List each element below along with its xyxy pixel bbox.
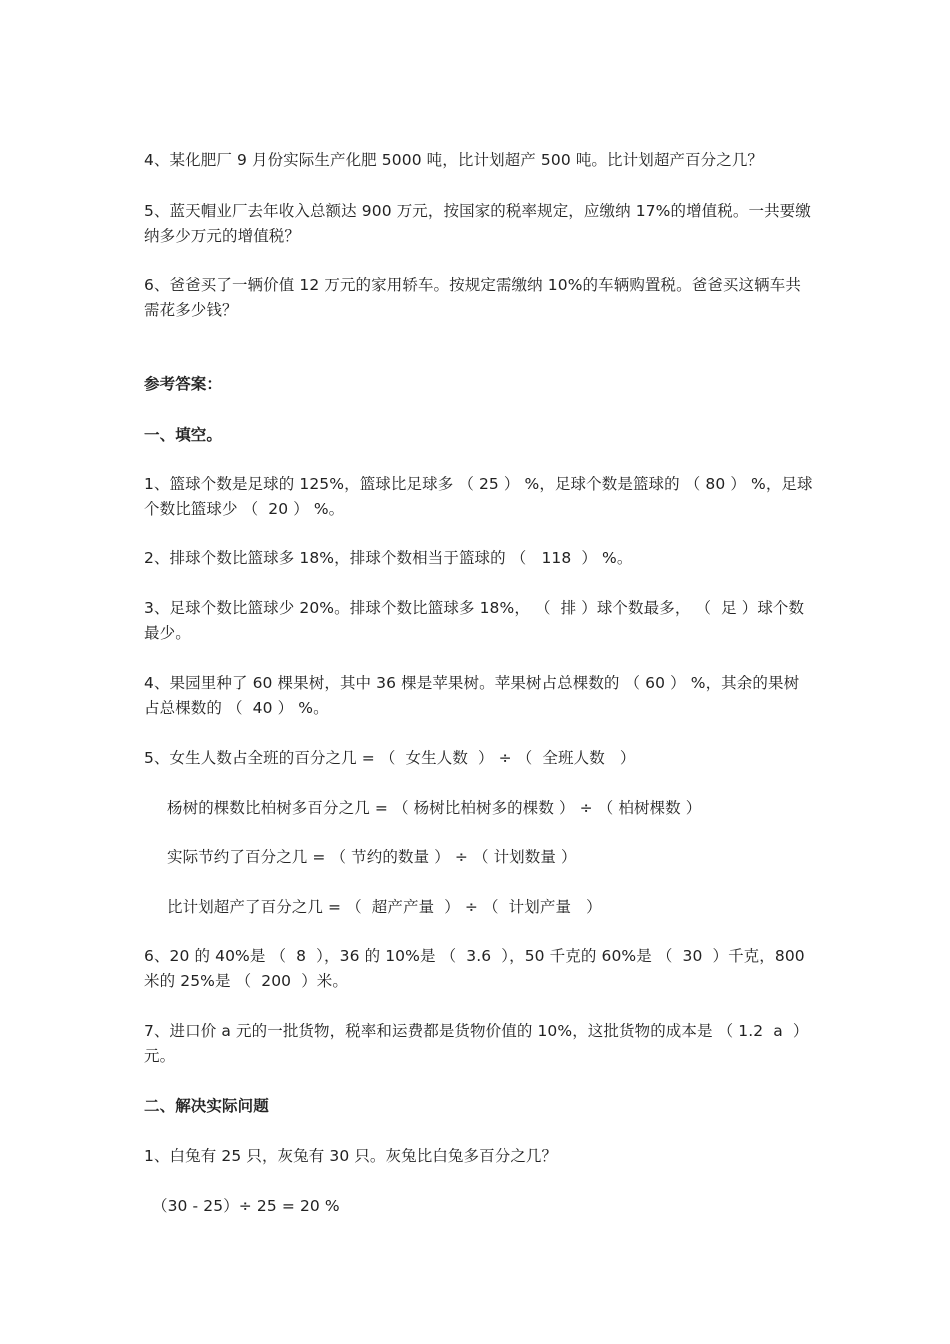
answer-3: 3、足球个数比篮球少 20%。排球个数比篮球多 18%， （ 排 ）球个数最多， （ 足 ）球个数最少。 bbox=[144, 599, 805, 642]
section-1-title: 一、填空。 bbox=[144, 426, 223, 444]
answer-5-line-3: 实际节约了百分之几 = （ 节约的数量 ） ÷ （ 计划数量 ） bbox=[167, 848, 577, 866]
answer-7: 7、进口价 a 元的一批货物，税率和运费都是货物价值的 10%，这批货物的成本是 （ 1.2 a ）元。 bbox=[144, 1022, 809, 1065]
answer-5-line-1: 5、女生人数占全班的百分之几 = （ 女生人数 ） ÷ （ 全班人数 ） bbox=[144, 749, 636, 767]
problem-1: 1、白兔有 25 只，灰兔有 30 只。灰兔比白兔多百分之几？ bbox=[144, 1147, 558, 1165]
answer-4: 4、果园里种了 60 棵果树，其中 36 棵是苹果树。苹果树占总棵数的 （ 60 ） %，其余的果树占总棵数的 （ 40 ） %。 bbox=[144, 674, 800, 717]
answer-5-line-4: 比计划超产了百分之几 = （ 超产产量 ） ÷ （ 计划产量 ） bbox=[167, 898, 602, 916]
answer-2: 2、排球个数比篮球多 18%，排球个数相当于篮球的 （ 118 ） %。 bbox=[144, 549, 633, 567]
question-6: 6、爸爸买了一辆价值 12 万元的家用轿车。按规定需缴纳 10%的车辆购置税。爸爸买这辆车共需花多少钱？ bbox=[144, 276, 801, 319]
question-4: 4、某化肥厂 9 月份实际生产化肥 5000 吨，比计划超产 500 吨。比计划超产百分之几？ bbox=[144, 151, 764, 169]
problem-1-solution: （30 - 25）÷ 25 = 20 % bbox=[152, 1197, 340, 1215]
answer-6: 6、20 的 40%是 （ 8 ），36 的 10%是 （ 3.6 ），50 千克的 60%是 （ 30 ）千克，800 米的 25%是 （ 200 ）米。 bbox=[144, 947, 810, 990]
question-5: 5、蓝天帽业厂去年收入总额达 900 万元，按国家的税率规定，应缴纳 17%的增值税。一共要缴纳多少万元的增值税？ bbox=[144, 202, 811, 245]
section-2-title: 二、解决实际问题 bbox=[144, 1097, 269, 1115]
answer-1: 1、篮球个数是足球的 125%，篮球比足球多 （ 25 ） %，足球个数是篮球的 （ 80 ） %，足球个数比篮球少 （ 20 ） %。 bbox=[144, 475, 813, 518]
answer-5-line-2: 杨树的棵数比柏树多百分之几 = （ 杨树比柏树多的棵数 ） ÷ （ 柏树棵数 ） bbox=[167, 799, 702, 817]
answers-title: 参考答案： bbox=[144, 375, 223, 393]
